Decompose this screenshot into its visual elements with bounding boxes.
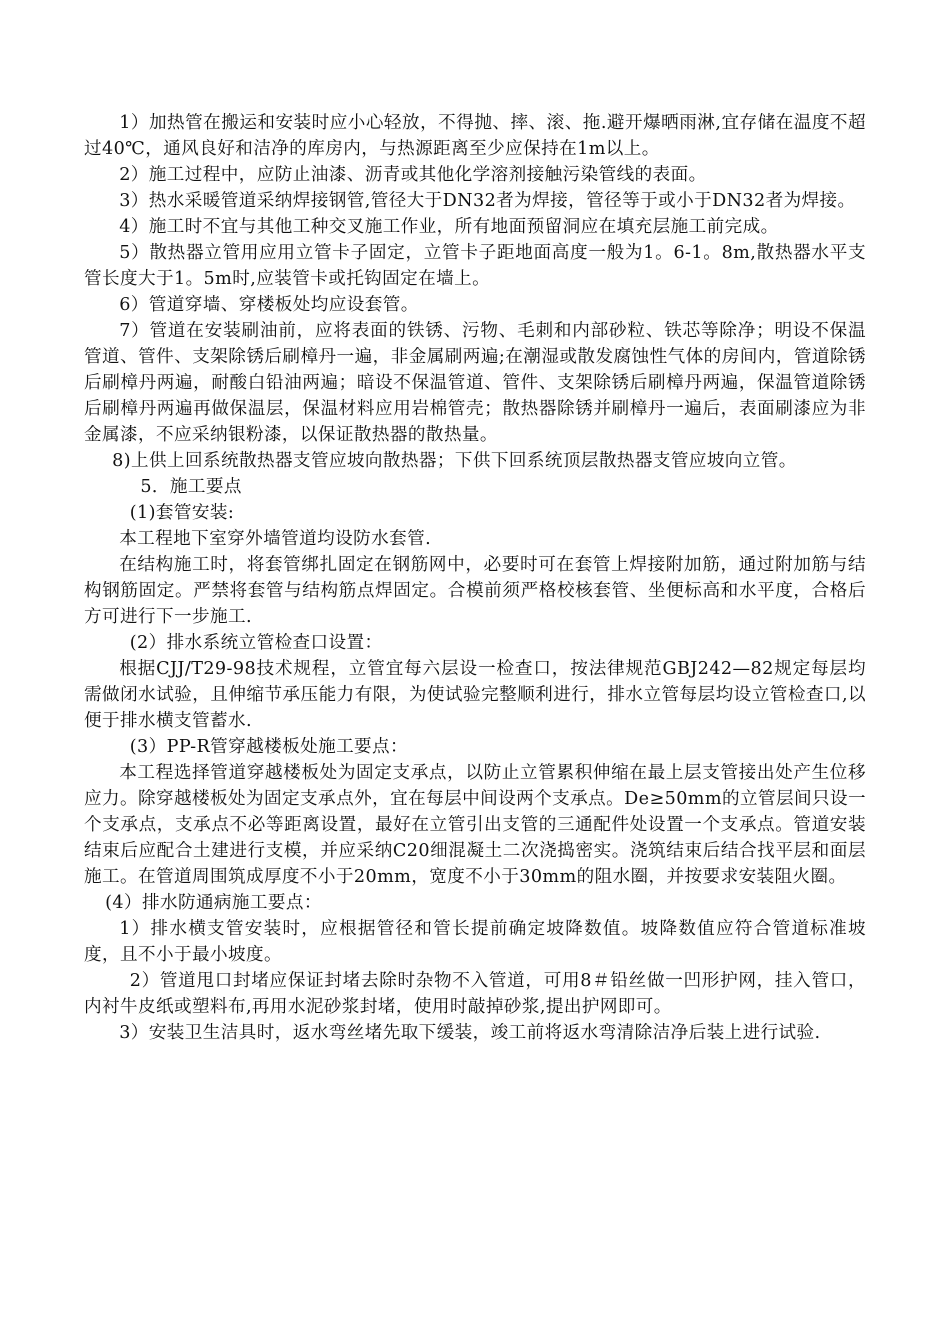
- paragraph-pipe-end-sealing: 2）管道甩口封堵应保证封堵去除时杂物不入管道，可用8＃铅丝做一凹形护网，挂入管口，内衬牛皮纸或塑料布,再用水泥砂浆封堵，使用时敲掉砂浆,提出护网即可。: [84, 971, 866, 1017]
- paragraph-rust-removal-painting: 7）管道在安装刷油前，应将表面的铁锈、污物、毛刺和内部砂粒、铁芯等除净；明设不保温管道、管件、支架除锈后刷樟丹一遍，非金属刷两遍;在潮湿或散发腐蚀性气体的房间内，管道除锈后刷樟丹两遍，耐酸白铅油两遍；暗设不保温管道、管件、支架除锈后刷樟丹两遍，保温管道除锈后刷樟丹两遍再做保温层，保温材料应用岩棉管壳；散热器除锈并刷樟丹一遍后，表面刷漆应为非金属漆，不应采纳银粉漆，以保证散热器的散热量。: [84, 321, 866, 445]
- paragraph-branch-slope-values: 1）排水横支管安装时，应根据管径和管长提前确定坡降数值。坡降数值应符合管道标准坡度，且不小于最小坡度。: [84, 919, 866, 965]
- paragraph-riser-clamps: 5）散热器立管用应用立管卡子固定，立管卡子距地面高度一般为1。6-1。8m,散热器水平支管长度大于1。5m时,应装管卡或托钩固定在墙上。: [84, 243, 866, 289]
- subheading-inspection-ports: (2）排水系统立管检查口设置：: [129, 633, 383, 653]
- document-body: [84, 110, 866, 1046]
- paragraph-branch-slope: 8)上供上回系统散热器支管应坡向散热器；下供下回系统顶层散热器支管应坡向立管。: [112, 451, 797, 471]
- paragraph-sleeves: 6）管道穿墙、穿楼板处均应设套管。: [119, 295, 419, 315]
- paragraph-sanitary-fixtures: 3）安装卫生洁具时，返水弯丝堵先取下缓装，竣工前将返水弯清除洁净后装上进行试验.: [119, 1023, 821, 1043]
- paragraph-no-cross-work: 4）施工时不宜与其他工种交叉施工作业，所有地面预留洞应在填充层施工前完成。: [119, 217, 779, 237]
- paragraph-avoid-chemical-contact: 2）施工过程中，应防止油漆、沥青或其他化学溶剂接触污染管线的表面。: [119, 165, 707, 185]
- subheading-drainage-defects: (4）排水防通病施工要点：: [105, 893, 322, 913]
- paragraph-waterproof-sleeves: 本工程地下室穿外墙管道均设防水套管.: [119, 529, 432, 549]
- paragraph-sleeve-fixing: 在结构施工时，将套管绑扎固定在钢筋网中，必要时可在套管上焊接附加筋，通过附加筋与结构钢筋固定。严禁将套管与结构筋点焊固定。合模前须严格校核套管、坐便标高和水平度，合格后方可进行下一步施工.: [84, 555, 866, 627]
- subheading-ppr-floor-crossing: (3）PP-R管穿越楼板处施工要点：: [129, 737, 409, 757]
- paragraph-heating-pipe-handling: 1）加热管在搬运和安装时应小心轻放，不得抛、摔、滚、拖.避开爆晒雨淋,宜存储在温度不超过40℃，通风良好和洁净的库房内，与热源距离至少应保持在1m以上。: [84, 113, 866, 159]
- paragraph-ppr-floor-crossing: 本工程选择管道穿越楼板处为固定支承点，以防止立管累积伸缩在最上层支管接出处产生位移应力。除穿越楼板处为固定支承点外，宜在每层中间设两个支承点。De≥50mm的立管层间只设一个支承点，支承点不必等距离设置，最好在立管引出支管的三通配件处设置一个支承点。管道安装结束后应配合土建进行支模，并应采纳C20细混凝土二次浇捣密实。浇筑结束后结合找平层和面层施工。在管道周围筑成厚度不小于20mm，宽度不小于30mm的阻水圈，并按要求安装阻火圈。: [84, 763, 866, 887]
- paragraph-welded-steel-pipe: 3）热水采暖管道采纳焊接钢管,管径大于DN32者为焊接，管径等于或小于DN32者为焊接。: [119, 191, 856, 211]
- subheading-sleeve-installation: (1)套管安装:: [129, 503, 235, 523]
- section-heading-construction-points: 5．施工要点: [140, 477, 242, 497]
- paragraph-inspection-ports: 根据CJJ/T29-98技术规程，立管宜每六层设一检查口，按法律规范GBJ242—82规定每层均需做闭水试验，且伸缩节承压能力有限，为使试验完整顺利进行，排水立管每层均设立管检查口,以便于排水横支管蓄水.: [84, 659, 866, 731]
